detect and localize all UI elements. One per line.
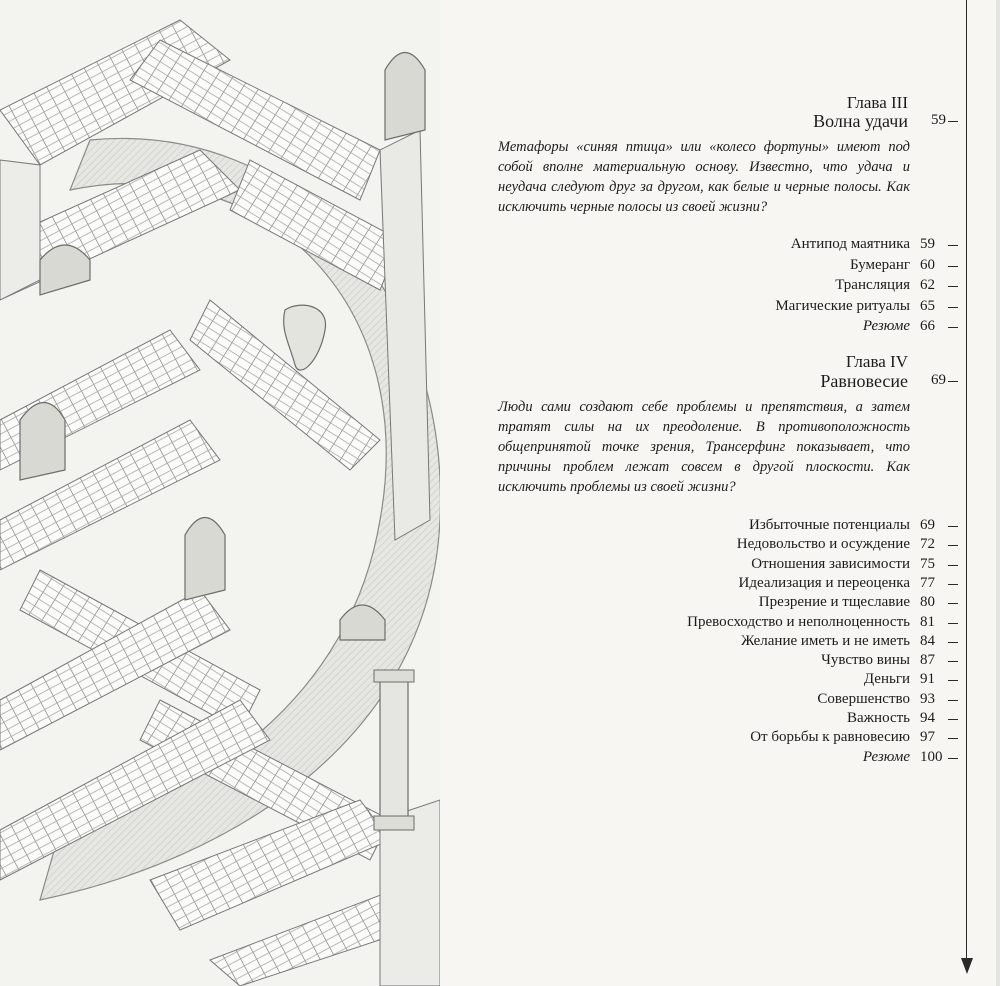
- timeline-line: [966, 0, 967, 962]
- toc-entry[interactable]: Трансляция: [835, 277, 910, 293]
- toc-entry-tick: [948, 307, 958, 308]
- toc-entry-page: 100: [920, 748, 943, 765]
- toc-entry-tick: [948, 545, 958, 546]
- toc-entry-page: 94: [920, 710, 935, 726]
- toc-entry[interactable]: Важность: [847, 710, 910, 726]
- toc-entry[interactable]: Резюме: [862, 748, 910, 765]
- toc-entry-page: 91: [920, 671, 935, 688]
- toc-entry[interactable]: Желание иметь и не иметь: [740, 632, 910, 649]
- toc-entry-page: 60: [920, 256, 935, 273]
- toc-entry-page: 75: [920, 555, 935, 572]
- toc-entry-page: 59: [920, 236, 935, 252]
- toc-entry-page: 81: [920, 613, 935, 630]
- arrow-down-icon: [961, 958, 973, 974]
- toc-entry-tick: [948, 623, 958, 624]
- toc-entry-tick: [948, 738, 958, 739]
- toc-entry-page: 72: [920, 536, 935, 553]
- toc-entry[interactable]: Магические ритуалы: [775, 297, 910, 314]
- toc-entry-tick: [948, 719, 958, 720]
- toc-entry[interactable]: Деньги: [863, 671, 910, 688]
- toc-entry[interactable]: Совершенство: [817, 690, 910, 707]
- toc-entry-tick: [948, 680, 958, 681]
- toc-entry-page: 77: [920, 574, 935, 591]
- toc-entry-tick: [948, 603, 958, 604]
- toc-entry-page: 84: [920, 632, 935, 649]
- toc-entry-tick: [948, 758, 958, 759]
- toc-entry-page: 93: [920, 690, 935, 707]
- chapter-3-description: Метафоры «синяя птица» или «колесо фортуны» имеют под собой вполне материальную основу. Известно, что удача и неудача следуют друг за другом, как белые и черные полосы. Как исключить черные полосы из своей жизни?: [498, 139, 910, 215]
- toc-entry-page: 97: [920, 729, 935, 746]
- toc-entry[interactable]: Чувство вины: [821, 652, 910, 669]
- chapter-3-page: 59: [931, 112, 946, 128]
- chapter-3-title: Волна удачи: [813, 111, 908, 131]
- toc-entry-tick: [948, 661, 958, 662]
- toc-entry-tick: [948, 642, 958, 643]
- toc-entry-tick: [948, 245, 958, 246]
- toc-entry-tick: [948, 526, 958, 527]
- chapter-4-page: 69: [931, 372, 946, 388]
- chapter-3-label: Глава III: [846, 93, 908, 112]
- chapter-3-tick: [948, 121, 958, 122]
- toc-entry-tick: [948, 327, 958, 328]
- chapter-4-label: Глава IV: [845, 352, 908, 371]
- toc-entry-page: 62: [920, 277, 935, 293]
- toc-entry[interactable]: Идеализация и переоценка: [738, 574, 910, 591]
- toc-entry[interactable]: Бумеранг: [849, 256, 910, 273]
- toc-entry[interactable]: Резюме: [862, 318, 910, 334]
- chapter-4-title: Равновесие: [820, 371, 908, 391]
- chapter-4-tick: [948, 381, 958, 382]
- chapter-4-description: Люди сами создают себе проблемы и препятствия, а затем тратят силы на их преодоление. В противоположность общепринятой точке зрения, Трансерфинг показывает, что причины проблем лежат совсем в другой плоскости. Как исключить проблемы из своей жизни?: [498, 399, 910, 495]
- toc-entry-tick: [948, 266, 958, 267]
- toc-entry[interactable]: От борьбы к равновесию: [750, 729, 910, 746]
- toc-entry[interactable]: Недовольство и осуждение: [736, 536, 910, 553]
- toc-entry-tick: [948, 700, 958, 701]
- toc-entry-tick: [948, 584, 958, 585]
- toc-entry[interactable]: Презрение и тщеславие: [758, 594, 910, 611]
- toc-entry[interactable]: Избыточные потенциалы: [749, 517, 910, 533]
- toc-entry[interactable]: Превосходство и неполноценность: [687, 613, 910, 630]
- staircase-illustration: [0, 0, 440, 986]
- toc-entry-page: 66: [920, 318, 935, 334]
- toc-entry-tick: [948, 286, 958, 287]
- toc-entry[interactable]: Антипод маятника: [790, 236, 910, 252]
- toc-entry[interactable]: Отношения зависимости: [751, 555, 910, 572]
- toc-entry-page: 80: [920, 594, 935, 611]
- toc-entry-tick: [948, 565, 958, 566]
- toc-entry-page: 69: [920, 517, 935, 533]
- toc-entry-page: 87: [920, 652, 935, 669]
- toc-entry-page: 65: [920, 297, 935, 314]
- page-edge: [996, 0, 1000, 986]
